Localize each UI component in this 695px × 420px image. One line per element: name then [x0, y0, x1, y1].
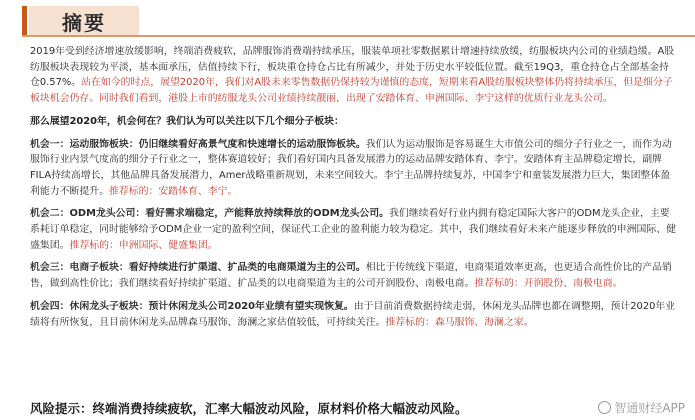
watermark-text: 智通财经APP	[614, 401, 685, 415]
page-title: 摘要	[29, 6, 139, 36]
opportunity-recommendation: 推荐标的：开润股份、南极电商。	[474, 278, 623, 290]
opportunity-body: 我们继续看好行业内拥有稳定国际大客户的ODM龙头企业，主要系耗订单稳定，同时能够给予ODM企业一定的盈利空间，保证代工企业的盈利能力较为稳定。其中，我们继续看好未来产能逐步释放的申洲国际、健盛集团。	[30, 208, 677, 251]
summary-body	[30, 44, 678, 330]
opportunity-1	[30, 137, 678, 200]
opportunity-3	[30, 260, 678, 291]
opportunity-title: ODM龙头公司：看好需求端稳定，产能释放持续释放的ODM龙头公司。	[69, 208, 389, 220]
opportunity-4	[30, 299, 678, 330]
opportunity-body: 相比于传统线下渠道，电商渠道效率更高，也更适合高性价比的产品销售，做到高性价比；我们继续看好持续扩渠道、扩品类的以电商渠道为主的公司开润股份、南极电商。	[30, 262, 672, 290]
opportunity-2	[30, 206, 678, 253]
intro-paragraph	[30, 44, 678, 107]
opportunity-body: 由于目前消费数据持续走弱，休闲龙头品牌也都在调整期，预计2020年业绩将有所恢复，且目前休闲龙头品牌森马服饰、海澜之家估值较低，可持续关注。	[30, 300, 676, 328]
watermark	[598, 399, 685, 416]
opportunity-title: 休闲龙头子板块：预计休闲龙头公司2020年业绩有望实现恢复。	[69, 300, 354, 312]
intro-text: 2019年受到经济增速放缓影响，终端消费疲软，品牌服饰消费端持续承压，服装单项社零数据累计增速持续放缓，纺服板块内公司的业绩趋缓。A股纺服板块表现较为平淡，基本面承压，估值持续下行，板块重仓持仓占比有所减少，并处于历史水平较低位置。截至19Q3，重仓持仓占全部基金持仓0.57%。	[30, 46, 675, 89]
opportunity-recommendation: 推荐标的：森马服饰、海澜之家。	[385, 316, 534, 328]
question-line: 那么展望2020年，机会何在？我们认为可以关注以下几个细分子板块：	[30, 115, 344, 127]
title-accent-bar	[22, 6, 27, 36]
opportunity-title: 电商子板块：看好持续进行扩渠道、扩品类的电商渠道为主的公司。	[69, 262, 366, 274]
section-header	[0, 0, 695, 38]
opportunity-label: 机会二：	[30, 208, 70, 220]
opportunity-body: 我们认为运动服饰是容易诞生大市值公司的细分子行业之一，而作为动服饰行业内景气度高的细分子行业之一，整体赛道较好；我们看好国内具备发展潜力的运动品牌安踏体育、李宁。安踏体育主品牌稳定增长，副牌FILA持续高增长，其他品牌具备发展潜力，Amer战略重新规划，未来空间较大。李宁主品牌持续复苏，中国李宁和童装发展潜力巨大，集团整体盈利能力不断提升。	[30, 138, 672, 197]
opportunity-recommendation: 推荐标的：安踏体育、李宁。	[109, 185, 238, 197]
opportunity-recommendation: 推荐标的：申洲国际、健盛集团。	[69, 239, 218, 251]
opportunity-title: 运动服饰板块：仍旧继续看好高景气度和快速增长的运动服饰板块。	[69, 138, 366, 150]
title-underline	[22, 35, 695, 37]
opportunity-label: 机会三：	[30, 262, 70, 274]
risk-warning: 风险提示：终端消费持续疲软，汇率大幅波动风险，原材料价格大幅波动风险。	[30, 401, 468, 416]
opportunity-label: 机会一：	[30, 138, 70, 150]
watermark-logo-icon	[598, 401, 611, 414]
opportunity-label: 机会四：	[30, 300, 70, 312]
intro-highlight: 站在如今的时点，展望2020年，我们对A股未来零售数据仍保持较为谨慎的态度，短期来看A股纺服板块整体仍将持续承压，但是细分子板块机会仍存。同时我们看到，港股上市的纺服龙头公司业绩持续靓丽，出现了安踏体育、申洲国际、李宁这样的优质行业龙头公司。	[30, 77, 673, 105]
